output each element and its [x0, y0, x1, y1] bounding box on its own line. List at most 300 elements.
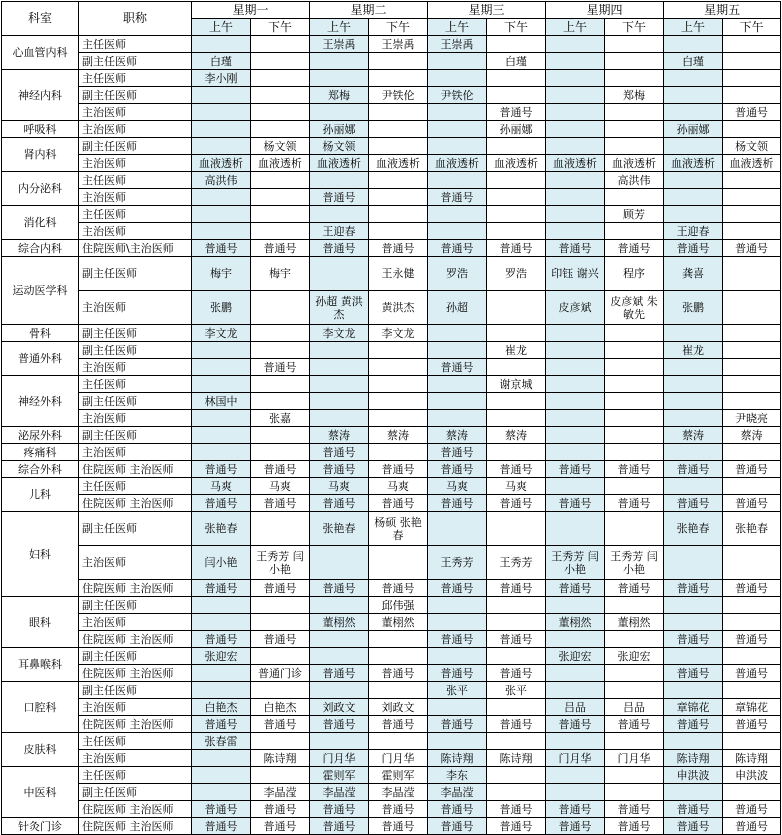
pm-schedule-cell: 普通号	[369, 495, 428, 512]
am-schedule-cell: 李文龙	[192, 325, 251, 342]
pm-schedule-cell: 刘政文	[369, 699, 428, 716]
pm-schedule-cell	[369, 359, 428, 376]
pm-schedule-cell: 普通号	[723, 240, 781, 257]
am-schedule-cell	[664, 189, 723, 206]
schedule-row	[2, 699, 781, 716]
am-schedule-cell: 蔡涛	[310, 427, 369, 444]
pm-schedule-cell	[251, 53, 310, 70]
pm-schedule-cell: 普通号	[487, 580, 546, 597]
pm-schedule-cell	[369, 410, 428, 427]
pm-schedule-cell	[723, 444, 781, 461]
pm-schedule-cell	[723, 257, 781, 291]
am-schedule-cell	[546, 427, 605, 444]
am-schedule-cell: 张艳春	[192, 512, 251, 546]
am-schedule-cell	[310, 359, 369, 376]
am-schedule-cell	[428, 699, 487, 716]
pm-schedule-cell: 普通号	[723, 801, 781, 818]
am-schedule-cell: 普通号	[310, 444, 369, 461]
schedule-row	[2, 240, 781, 257]
am-schedule-cell	[546, 87, 605, 104]
am-schedule-cell	[310, 376, 369, 393]
pm-schedule-cell: 郑梅	[605, 87, 664, 104]
pm-schedule-cell	[251, 189, 310, 206]
schedule-row	[2, 359, 781, 376]
pm-schedule-cell: 普通号	[251, 240, 310, 257]
schedule-row	[2, 36, 781, 53]
doctor-title-cell: 住院医师 主治医师	[79, 461, 192, 478]
am-schedule-cell: 章锦花	[664, 699, 723, 716]
doctor-title-cell: 住院医师 主治医师	[79, 801, 192, 818]
am-schedule-cell	[310, 342, 369, 359]
am-schedule-cell: 普通号	[428, 818, 487, 835]
am-schedule-cell: 普通号	[664, 461, 723, 478]
am-schedule-cell	[428, 70, 487, 87]
am-schedule-cell: 普通号	[546, 461, 605, 478]
schedule-row	[2, 784, 781, 801]
header-pm: 下午	[487, 19, 546, 36]
header-am: 上午	[310, 19, 369, 36]
pm-schedule-cell: 梅宇	[251, 257, 310, 291]
department-cell: 骨科	[2, 325, 79, 342]
schedule-row	[2, 410, 781, 427]
pm-schedule-cell: 皮彦斌 朱敏先	[605, 291, 664, 325]
pm-schedule-cell	[369, 189, 428, 206]
am-schedule-cell	[192, 342, 251, 359]
am-schedule-cell	[192, 104, 251, 121]
pm-schedule-cell	[251, 614, 310, 631]
pm-schedule-cell: 普通号	[369, 716, 428, 733]
pm-schedule-cell	[251, 597, 310, 614]
pm-schedule-cell: 普通号	[251, 495, 310, 512]
schedule-row	[2, 614, 781, 631]
pm-schedule-cell: 陈诗翔	[487, 750, 546, 767]
am-schedule-cell	[546, 104, 605, 121]
pm-schedule-cell	[487, 767, 546, 784]
pm-schedule-cell	[251, 87, 310, 104]
schedule-row	[2, 87, 781, 104]
pm-schedule-cell	[369, 138, 428, 155]
pm-schedule-cell	[369, 342, 428, 359]
header-pm: 下午	[369, 19, 428, 36]
pm-schedule-cell	[251, 512, 310, 546]
pm-schedule-cell	[487, 614, 546, 631]
pm-schedule-cell	[369, 206, 428, 223]
am-schedule-cell: 血液透析	[310, 155, 369, 172]
pm-schedule-cell	[251, 36, 310, 53]
pm-schedule-cell: 高洪伟	[605, 172, 664, 189]
department-cell: 心血管内科	[2, 36, 79, 70]
am-schedule-cell: 蔡涛	[428, 427, 487, 444]
am-schedule-cell: 张迎宏	[546, 648, 605, 665]
pm-schedule-cell: 血液透析	[369, 155, 428, 172]
am-schedule-cell	[192, 36, 251, 53]
am-schedule-cell: 普通号	[546, 240, 605, 257]
pm-schedule-cell: 普通号	[487, 240, 546, 257]
header-pm: 下午	[605, 19, 664, 36]
am-schedule-cell: 王崇禹	[310, 36, 369, 53]
pm-schedule-cell	[369, 682, 428, 699]
am-schedule-cell	[664, 376, 723, 393]
am-schedule-cell	[192, 223, 251, 240]
am-schedule-cell: 普通号	[192, 580, 251, 597]
am-schedule-cell: 普通号	[664, 495, 723, 512]
am-schedule-cell: 王秀芳 闫小艳	[546, 546, 605, 580]
am-schedule-cell	[546, 189, 605, 206]
department-cell: 消化科	[2, 206, 79, 240]
am-schedule-cell	[546, 410, 605, 427]
pm-schedule-cell: 血液透析	[487, 155, 546, 172]
pm-schedule-cell	[251, 104, 310, 121]
doctor-title-cell: 主治医师	[79, 121, 192, 138]
pm-schedule-cell: 普通号	[605, 801, 664, 818]
schedule-row	[2, 750, 781, 767]
schedule-row	[2, 512, 781, 546]
am-schedule-cell	[310, 70, 369, 87]
pm-schedule-cell: 杨硕 张艳春	[369, 512, 428, 546]
header-am: 上午	[664, 19, 723, 36]
schedule-row	[2, 631, 781, 648]
doctor-title-cell: 主任医师	[79, 206, 192, 223]
doctor-title-cell: 主治医师	[79, 546, 192, 580]
pm-schedule-cell: 普通号	[251, 818, 310, 835]
pm-schedule-cell	[723, 359, 781, 376]
am-schedule-cell	[192, 121, 251, 138]
am-schedule-cell	[664, 410, 723, 427]
department-cell: 神经外科	[2, 376, 79, 427]
schedule-row	[2, 427, 781, 444]
pm-schedule-cell	[251, 376, 310, 393]
am-schedule-cell: 普通号	[664, 818, 723, 835]
doctor-title-cell: 主任医师	[79, 376, 192, 393]
am-schedule-cell	[192, 614, 251, 631]
am-schedule-cell	[546, 733, 605, 750]
am-schedule-cell: 杨文领	[310, 138, 369, 155]
pm-schedule-cell	[487, 699, 546, 716]
pm-schedule-cell: 普通号	[723, 716, 781, 733]
pm-schedule-cell: 马爽	[369, 478, 428, 495]
am-schedule-cell: 印钰 谢兴	[546, 257, 605, 291]
pm-schedule-cell: 杨文领	[251, 138, 310, 155]
am-schedule-cell: 普通号	[664, 240, 723, 257]
pm-schedule-cell: 顾芳	[605, 206, 664, 223]
pm-schedule-cell	[369, 631, 428, 648]
am-schedule-cell: 张迎宏	[192, 648, 251, 665]
am-schedule-cell	[546, 359, 605, 376]
am-schedule-cell	[664, 784, 723, 801]
am-schedule-cell: 普通号	[428, 801, 487, 818]
doctor-title-cell: 主任医师	[79, 36, 192, 53]
am-schedule-cell	[192, 784, 251, 801]
am-schedule-cell: 张鹏	[664, 291, 723, 325]
am-schedule-cell	[192, 427, 251, 444]
am-schedule-cell: 门月华	[310, 750, 369, 767]
pm-schedule-cell	[487, 87, 546, 104]
schedule-row	[2, 733, 781, 750]
am-schedule-cell: 孙丽娜	[310, 121, 369, 138]
pm-schedule-cell: 普通号	[369, 801, 428, 818]
pm-schedule-cell	[487, 784, 546, 801]
am-schedule-cell: 李文龙	[310, 325, 369, 342]
am-schedule-cell: 蔡涛	[664, 427, 723, 444]
am-schedule-cell	[428, 733, 487, 750]
am-schedule-cell	[546, 597, 605, 614]
pm-schedule-cell: 普通号	[723, 631, 781, 648]
am-schedule-cell: 马爽	[428, 478, 487, 495]
pm-schedule-cell: 普通号	[251, 631, 310, 648]
pm-schedule-cell	[251, 70, 310, 87]
pm-schedule-cell	[251, 648, 310, 665]
pm-schedule-cell	[487, 393, 546, 410]
pm-schedule-cell: 张嘉	[251, 410, 310, 427]
am-schedule-cell: 普通号	[310, 240, 369, 257]
pm-schedule-cell	[605, 325, 664, 342]
pm-schedule-cell: 尹晓亮	[723, 410, 781, 427]
am-schedule-cell: 普通号	[310, 495, 369, 512]
pm-schedule-cell	[723, 376, 781, 393]
pm-schedule-cell: 普通号	[487, 716, 546, 733]
am-schedule-cell: 普通号	[428, 240, 487, 257]
schedule-row	[2, 648, 781, 665]
am-schedule-cell: 尹铁伦	[428, 87, 487, 104]
doctor-title-cell: 副主任医师	[79, 682, 192, 699]
pm-schedule-cell	[251, 682, 310, 699]
pm-schedule-cell	[487, 189, 546, 206]
pm-schedule-cell: 普通号	[487, 461, 546, 478]
doctor-title-cell: 主治医师	[79, 104, 192, 121]
pm-schedule-cell	[369, 53, 428, 70]
pm-schedule-cell	[723, 546, 781, 580]
department-cell: 口腔科	[2, 682, 79, 733]
am-schedule-cell: 皮彦斌	[546, 291, 605, 325]
doctor-title-cell: 住院医师 主治医师	[79, 716, 192, 733]
am-schedule-cell	[428, 206, 487, 223]
pm-schedule-cell: 普通号	[487, 801, 546, 818]
header-pm: 下午	[251, 19, 310, 36]
pm-schedule-cell: 董栩然	[605, 614, 664, 631]
am-schedule-cell: 血液透析	[428, 155, 487, 172]
am-schedule-cell	[664, 393, 723, 410]
schedule-row	[2, 716, 781, 733]
pm-schedule-cell	[723, 614, 781, 631]
schedule-row	[2, 138, 781, 155]
am-schedule-cell: 普通号	[428, 716, 487, 733]
doctor-title-cell: 主治医师	[79, 410, 192, 427]
am-schedule-cell: 普通号	[310, 716, 369, 733]
am-schedule-cell	[310, 172, 369, 189]
schedule-row	[2, 342, 781, 359]
pm-schedule-cell: 蔡涛	[369, 427, 428, 444]
doctor-title-cell: 主治医师	[79, 614, 192, 631]
am-schedule-cell: 李东	[428, 767, 487, 784]
doctor-title-cell: 住院医师\主治医师	[79, 240, 192, 257]
am-schedule-cell	[192, 138, 251, 155]
doctor-title-cell: 主任医师	[79, 733, 192, 750]
am-schedule-cell	[546, 53, 605, 70]
pm-schedule-cell	[605, 376, 664, 393]
pm-schedule-cell: 王秀芳	[487, 546, 546, 580]
header-day-3: 星期三	[428, 2, 546, 19]
pm-schedule-cell: 普通号	[723, 461, 781, 478]
am-schedule-cell	[310, 546, 369, 580]
pm-schedule-cell: 蔡涛	[487, 427, 546, 444]
header-am: 上午	[546, 19, 605, 36]
am-schedule-cell: 普通号	[310, 461, 369, 478]
pm-schedule-cell: 程序	[605, 257, 664, 291]
am-schedule-cell	[664, 70, 723, 87]
pm-schedule-cell: 王秀芳 闫小艳	[251, 546, 310, 580]
pm-schedule-cell	[369, 648, 428, 665]
schedule-row	[2, 461, 781, 478]
department-cell: 综合内科	[2, 240, 79, 257]
schedule-row	[2, 257, 781, 291]
pm-schedule-cell	[723, 784, 781, 801]
pm-schedule-cell	[605, 104, 664, 121]
pm-schedule-cell	[369, 393, 428, 410]
schedule-table	[1, 1, 781, 835]
pm-schedule-cell	[605, 53, 664, 70]
am-schedule-cell	[428, 410, 487, 427]
am-schedule-cell: 孙丽娜	[664, 121, 723, 138]
schedule-row	[2, 495, 781, 512]
pm-schedule-cell	[251, 767, 310, 784]
doctor-title-cell: 副主任医师	[79, 393, 192, 410]
header-title: 职称	[79, 2, 192, 36]
am-schedule-cell: 普通号	[428, 495, 487, 512]
doctor-title-cell: 主治医师	[79, 359, 192, 376]
am-schedule-cell	[428, 53, 487, 70]
am-schedule-cell	[192, 767, 251, 784]
doctor-title-cell: 主任医师	[79, 478, 192, 495]
am-schedule-cell: 陈诗翔	[664, 750, 723, 767]
pm-schedule-cell	[251, 172, 310, 189]
pm-schedule-cell: 崔龙	[487, 342, 546, 359]
am-schedule-cell	[192, 410, 251, 427]
doctor-title-cell: 副主任医师	[79, 325, 192, 342]
am-schedule-cell: 普通号	[664, 716, 723, 733]
pm-schedule-cell	[487, 410, 546, 427]
am-schedule-cell	[546, 121, 605, 138]
pm-schedule-cell: 普通号	[369, 818, 428, 835]
pm-schedule-cell: 普通门诊	[251, 665, 310, 682]
am-schedule-cell	[192, 376, 251, 393]
doctor-title-cell: 主治医师	[79, 223, 192, 240]
pm-schedule-cell	[723, 291, 781, 325]
am-schedule-cell	[664, 104, 723, 121]
am-schedule-cell: 普通号	[192, 461, 251, 478]
pm-schedule-cell: 普通号	[487, 104, 546, 121]
pm-schedule-cell: 普通号	[487, 495, 546, 512]
doctor-title-cell: 主任医师	[79, 767, 192, 784]
am-schedule-cell: 梅宇	[192, 257, 251, 291]
pm-schedule-cell: 董栩然	[369, 614, 428, 631]
department-cell: 综合外科	[2, 461, 79, 478]
am-schedule-cell	[192, 665, 251, 682]
am-schedule-cell: 张艳春	[664, 512, 723, 546]
schedule-row	[2, 580, 781, 597]
am-schedule-cell	[546, 767, 605, 784]
pm-schedule-cell	[605, 444, 664, 461]
header-day-4: 星期四	[546, 2, 664, 19]
pm-schedule-cell	[487, 359, 546, 376]
am-schedule-cell: 普通号	[192, 631, 251, 648]
pm-schedule-cell: 谢京城	[487, 376, 546, 393]
am-schedule-cell: 普通号	[428, 444, 487, 461]
am-schedule-cell: 白瑾	[192, 53, 251, 70]
am-schedule-cell	[310, 597, 369, 614]
pm-schedule-cell	[723, 206, 781, 223]
pm-schedule-cell	[251, 206, 310, 223]
department-cell: 内分泌科	[2, 172, 79, 206]
doctor-title-cell: 主治医师	[79, 699, 192, 716]
doctor-title-cell: 主治医师	[79, 444, 192, 461]
pm-schedule-cell	[605, 784, 664, 801]
pm-schedule-cell	[723, 597, 781, 614]
pm-schedule-cell	[251, 393, 310, 410]
am-schedule-cell: 普通号	[192, 801, 251, 818]
am-schedule-cell	[428, 512, 487, 546]
am-schedule-cell: 普通号	[664, 801, 723, 818]
am-schedule-cell	[192, 206, 251, 223]
schedule-row	[2, 376, 781, 393]
am-schedule-cell: 普通号	[428, 580, 487, 597]
am-schedule-cell: 董栩然	[546, 614, 605, 631]
am-schedule-cell	[428, 597, 487, 614]
doctor-title-cell: 副主任医师	[79, 648, 192, 665]
pm-schedule-cell	[369, 104, 428, 121]
am-schedule-cell	[428, 648, 487, 665]
am-schedule-cell	[192, 189, 251, 206]
am-schedule-cell	[428, 325, 487, 342]
am-schedule-cell	[546, 206, 605, 223]
am-schedule-cell: 普通号	[664, 580, 723, 597]
pm-schedule-cell	[723, 733, 781, 750]
doctor-title-cell: 副主任医师	[79, 53, 192, 70]
am-schedule-cell	[664, 325, 723, 342]
am-schedule-cell	[664, 359, 723, 376]
am-schedule-cell: 高洪伟	[192, 172, 251, 189]
pm-schedule-cell: 门月华	[369, 750, 428, 767]
am-schedule-cell: 血液透析	[546, 155, 605, 172]
am-schedule-cell	[192, 597, 251, 614]
am-schedule-cell: 普通号	[310, 801, 369, 818]
am-schedule-cell: 李晶滢	[428, 784, 487, 801]
department-cell: 疼痛科	[2, 444, 79, 461]
pm-schedule-cell	[369, 444, 428, 461]
pm-schedule-cell	[723, 325, 781, 342]
pm-schedule-cell: 蔡涛	[723, 427, 781, 444]
department-cell: 皮肤科	[2, 733, 79, 767]
doctor-title-cell: 主治医师	[79, 189, 192, 206]
am-schedule-cell: 林国中	[192, 393, 251, 410]
am-schedule-cell	[546, 342, 605, 359]
am-schedule-cell: 郑梅	[310, 87, 369, 104]
doctor-title-cell: 副主任医师	[79, 342, 192, 359]
header-am: 上午	[192, 19, 251, 36]
am-schedule-cell: 普通号	[310, 665, 369, 682]
am-schedule-cell: 张春雷	[192, 733, 251, 750]
am-schedule-cell: 龚喜	[664, 257, 723, 291]
am-schedule-cell	[664, 444, 723, 461]
am-schedule-cell	[664, 206, 723, 223]
schedule-row	[2, 478, 781, 495]
pm-schedule-cell	[723, 172, 781, 189]
doctor-title-cell: 住院医师 主治医师	[79, 495, 192, 512]
doctor-title-cell: 副主任医师	[79, 512, 192, 546]
department-cell: 针灸门诊	[2, 818, 79, 835]
pm-schedule-cell	[251, 325, 310, 342]
department-cell: 运动医学科	[2, 257, 79, 325]
pm-schedule-cell	[487, 291, 546, 325]
